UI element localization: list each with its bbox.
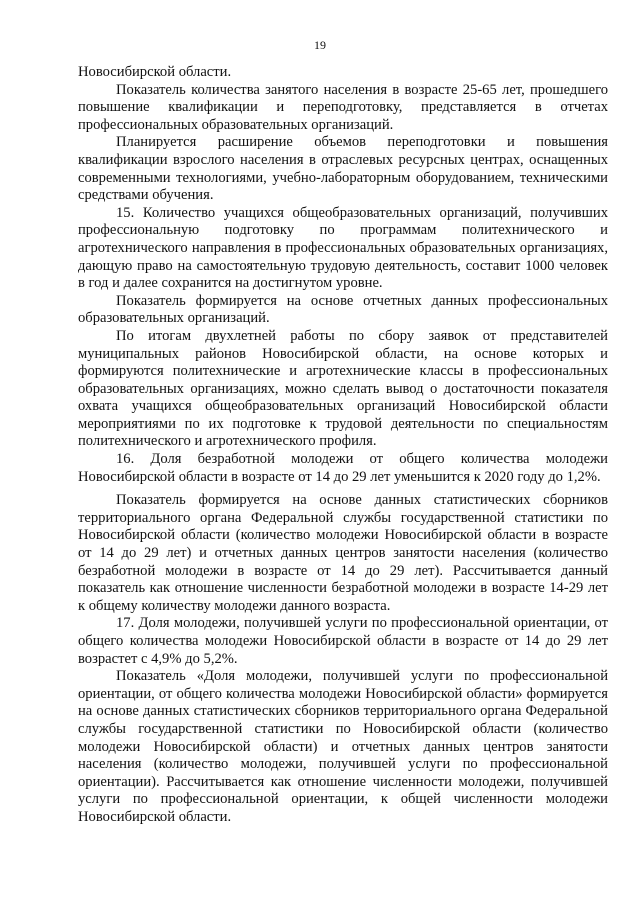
paragraph-item-16: 16. Доля безработной молодежи от общего количества молодежи Новосибирской области в возрасте от 14 до 29 лет уменьшится к 2020 году до 1,2%. bbox=[78, 451, 608, 485]
body-text bbox=[78, 64, 608, 827]
paragraph: Планируется расширение объемов переподготовки и повышения квалификации взрослого населения в отраслевых ресурсных центрах, оснащенных современными технологиями, учебно-лабораторным оборудованием, техническими средствами обучения. bbox=[78, 134, 608, 204]
paragraph: Показатель формируется на основе отчетных данных профессиональных образовательных организаций. bbox=[78, 292, 608, 327]
paragraph: Показатель формируется на основе данных статистических сборников территориального органа Федеральной службы государственной статистики по Новосибирской области (количество молодежи Новосибирской области в возрасте от 14 до 29 лет) и отчетных данных центров занятости населения (количество безработной молодежи в возрасте от 14 до 29 лет). Рассчитывается данный показатель как отношение численности безработной молодежи в возрасте 14-29 лет к общему количеству молодежи данного возраста. bbox=[78, 492, 608, 614]
paragraph: Показатель «Доля молодежи, получившей услуги по профессиональной ориентации, от общего количества молодежи Новосибирской области» формируется на основе данных статистических сборников территориального органа Федеральной службы государственной статистики по Новосибирской области (количество молодежи Новосибирской области) и отчетных данных центров занятости населения (количество молодежи, получившей услуги по профессиональной ориентации). Рассчитывается как отношение численности молодежи, получившей услуги по профессиональной ориентации, к общей численности молодежи Новосибирской области. bbox=[78, 668, 608, 825]
paragraph-item-17: 17. Доля молодежи, получившей услуги по профессиональной ориентации, от общего количества молодежи Новосибирской области в возрасте от 14 до 29 лет возрастет с 4,9% до 5,2%. bbox=[78, 615, 608, 667]
paragraph: По итогам двухлетней работы по сбору заявок от представителей муниципальных районов Новосибирской области, на основе которых и формируются политехнические и агротехнические классы в профессиональных образовательных организациях, можно сделать вывод о достаточности показателя охвата учащихся общеобразовательных организаций Новосибирской области мероприятиями по их подготовке к трудовой деятельности по специальностям политехнического и агротехнического профиля. bbox=[78, 327, 608, 450]
paragraph-item-15: 15. Количество учащихся общеобразовательных организаций, получивших профессиональную подготовку по программам политехнического и агротехнического направления в профессиональных образовательных организациях, дающую право на самостоятельную трудовую деятельность, составит 1000 человек в год и далее сохранится на достигнутом уровне. bbox=[78, 204, 608, 292]
paragraph-continuation: Новосибирской области. bbox=[78, 64, 232, 80]
page-number: 19 bbox=[314, 38, 326, 52]
paragraph: Показатель количества занятого населения в возрасте 25-65 лет, прошедшего повышение квалификации и переподготовку, представляется в отчетах профессиональных образовательных организаций. bbox=[78, 81, 608, 133]
